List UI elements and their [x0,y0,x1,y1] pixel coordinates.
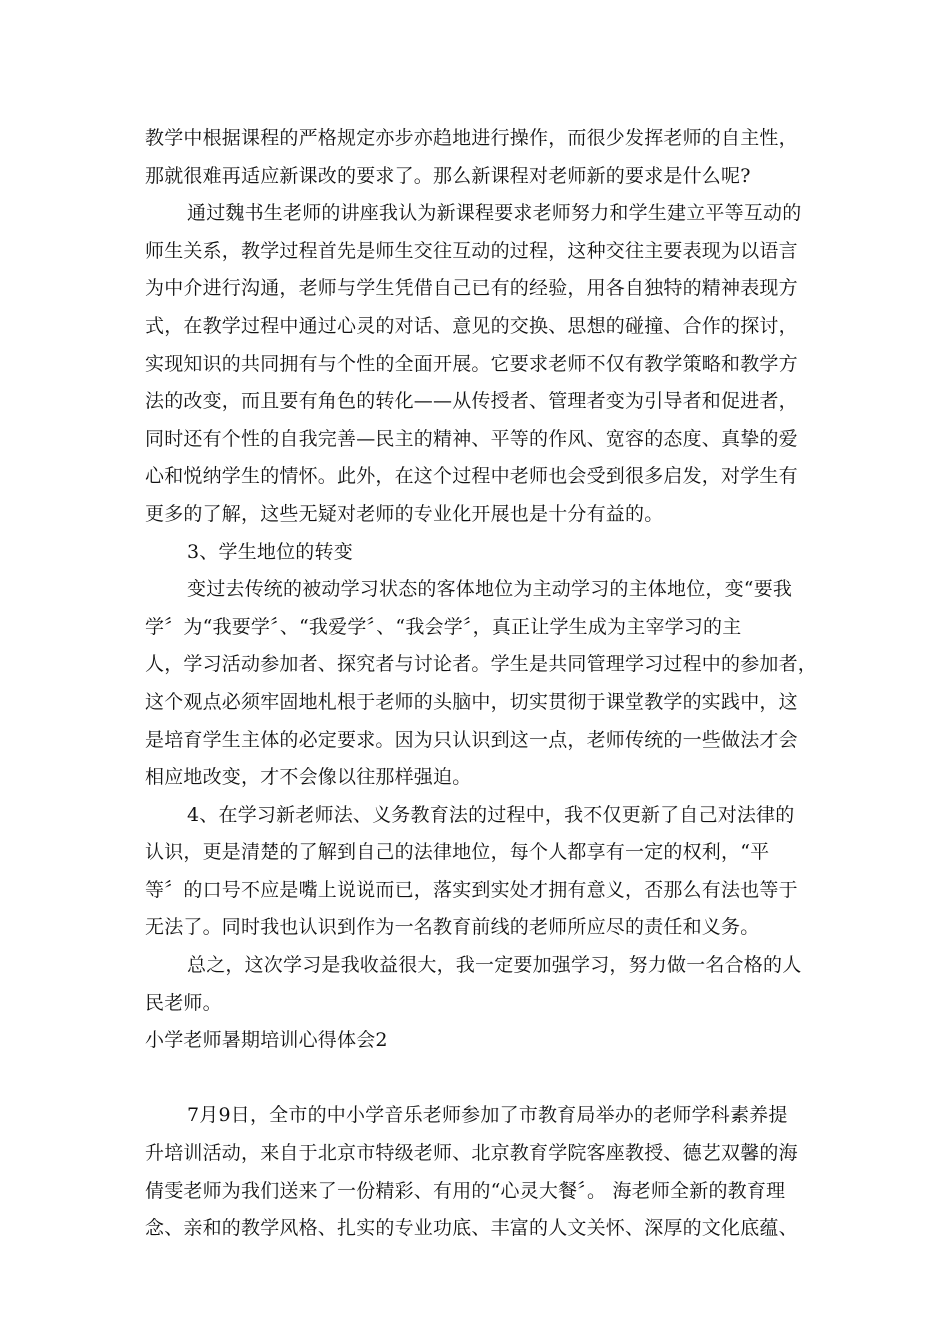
text-line: 学〞为“我要学〞、“我爱学〞、“我会学〞，真正让学生成为主宰学习的主 [145,615,742,638]
text-line: 这个观点必须牢固地札根于老师的头脑中，切实贯彻于课堂教学的实践中，这 [145,690,798,713]
text-line: 心和悦纳学生的情怀。此外，在这个过程中老师也会受到很多启发，对学生有 [145,465,798,488]
text-line: 升培训活动，来自于北京市特级老师、北京教育学院客座教授、德艺双馨的海 [145,1142,798,1165]
paragraph-start-line: 通过魏书生老师的讲座我认为新课程要求老师努力和学生建立平等互动的 [187,202,802,225]
text-line: 教学中根据课程的严格规定亦步亦趋地进行操作，而很少发挥老师的自主性， [145,127,798,149]
article-title: 小学老师暑期培训心得体会2 [145,1029,388,1052]
text-line: 倩雯老师为我们送来了一份精彩、有用的“心灵大餐〞。 海老师全新的教育理 [145,1179,786,1202]
text-line: 更多的了解，这些无疑对老师的专业化开展也是十分有益的。 [145,502,664,525]
text-line: 那就很难再适应新课改的要求了。那么新课程对老师新的要求是什么呢? [145,164,751,187]
paragraph-start-line: 总之，这次学习是我收益很大，我一定要加强学习，努力做一名合格的人 [187,954,802,977]
text-line: 无法了。同时我也认识到作为一名教育前线的老师所应尽的责任和义务。 [145,916,760,939]
text-line: 实现知识的共同拥有与个性的全面开展。它要求老师不仅有教学策略和教学方 [145,352,798,375]
text-line: 同时还有个性的自我完善—民主的精神、平等的作风、宽容的态度、真挚的爱 [145,427,798,450]
text-line: 师生关系，教学过程首先是师生交往互动的过程，这种交往主要表现为以语言 [145,239,798,262]
text-line: 等〞的口号不应是嘴上说说而已，落实到实处才拥有意义，否那么有法也等于 [145,878,798,901]
text-line: 念、亲和的教学风格、扎实的专业功底、丰富的人文关怀、深厚的文化底蕴、 [145,1217,798,1240]
section-heading: 3、学生地位的转变 [187,540,353,563]
text-line: 法的改变，而且要有角色的转化——从传授者、管理者变为引导者和促进者， [145,390,798,413]
paragraph-start-line: 7月9日，全市的中小学音乐老师参加了市教育局举办的老师学科素养提 [187,1104,788,1127]
text-line: 相应地改变，才不会像以往那样强迫。 [145,766,472,789]
text-line: 是培育学生主体的必定要求。因为只认识到这一点，老师传统的一些做法才会 [145,728,798,751]
paragraph-start-line: 4、在学习新老师法、义务教育法的过程中，我不仅更新了自己对法律的 [187,803,795,826]
text-line: 人，学习活动参加者、探究者与讨论者。学生是共同管理学习过程中的参加者， [145,653,818,676]
paragraph-start-line: 变过去传统的被动学习状态的客体地位为主动学习的主体地位，变“要我 [187,578,793,601]
document-page [145,120,818,1248]
text-line: 为中介进行沟通，老师与学生凭借自己已有的经验，用各自独特的精神表现方 [145,277,798,300]
blank-line [145,1060,805,1098]
text-line: 认识，更是清楚的了解到自己的法律地位，每个人都享有一定的权利，“平 [145,841,770,864]
text-line: 民老师。 [145,991,222,1014]
text-line: 式，在教学过程中通过心灵的对话、意见的交换、思想的碰撞、合作的探讨， [145,314,798,337]
